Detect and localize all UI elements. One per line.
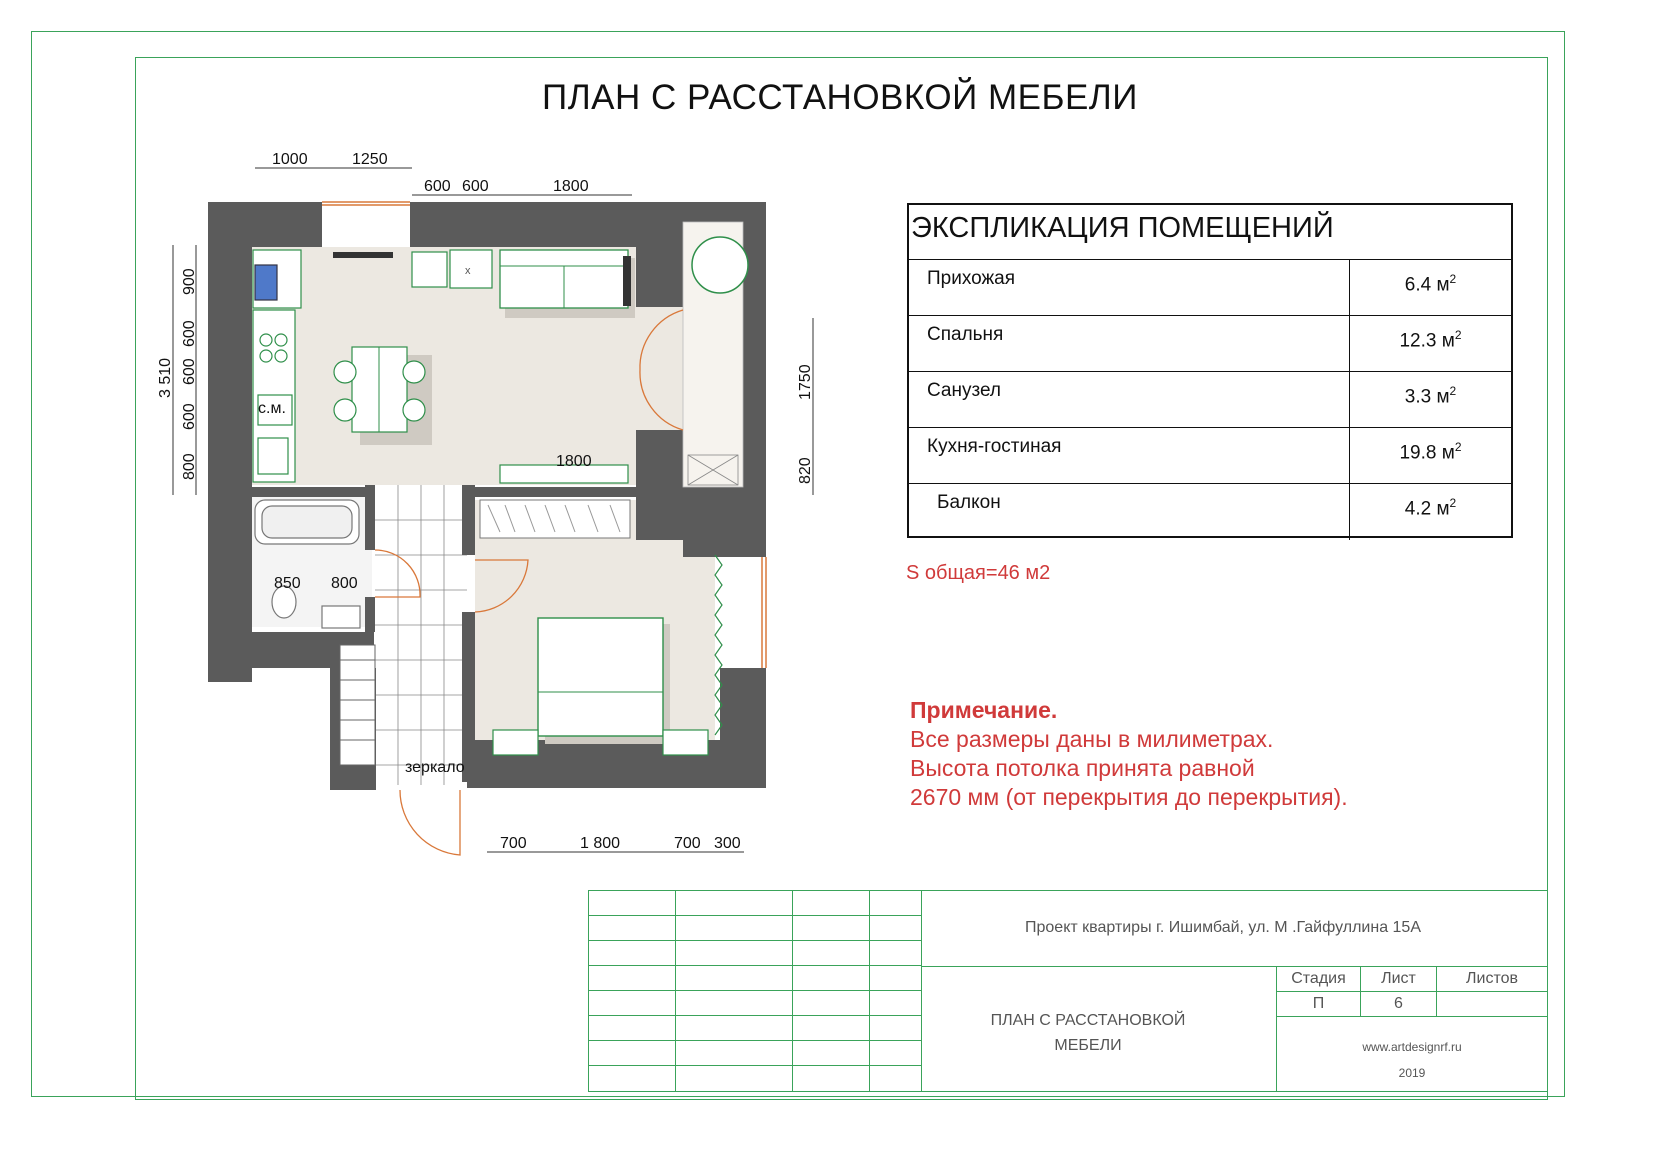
round-table xyxy=(692,237,748,293)
sheets-value-cell xyxy=(1436,991,1548,1017)
stamp-grid-cell xyxy=(588,890,676,916)
stamp-grid-cell xyxy=(869,1015,922,1041)
room-name: Санузел xyxy=(909,372,1350,427)
cabinet xyxy=(412,252,447,287)
stamp-grid-cell xyxy=(792,915,870,941)
sheet-title: ПЛАН С РАССТАНОВКОЙ МЕБЕЛИ xyxy=(990,1012,1186,1054)
nightstand-right xyxy=(663,730,708,755)
storage-box xyxy=(450,250,492,288)
floor-plan xyxy=(157,140,820,880)
table-row xyxy=(909,428,1511,484)
table-row xyxy=(909,316,1511,372)
dim-bath-1: 850 xyxy=(274,575,301,592)
stamp-grid-cell xyxy=(792,965,870,991)
dim-top-5: 1800 xyxy=(553,178,589,195)
dim-top-2: 1250 xyxy=(352,151,388,168)
entrance-door-arc xyxy=(400,790,460,855)
stamp-grid-cell xyxy=(675,1040,793,1066)
bedroom-wardrobe xyxy=(480,500,630,538)
year: 2019 xyxy=(1398,1066,1426,1080)
stamp-grid-cell xyxy=(588,915,676,941)
dim-tv-stand: 1800 xyxy=(556,453,592,470)
stage-label: Стадия xyxy=(1291,970,1346,987)
room-name: Кухня-гостиная xyxy=(909,428,1350,483)
table-row xyxy=(909,484,1511,540)
fridge-icon xyxy=(255,265,277,300)
washer-label: с.м. xyxy=(258,400,286,417)
dim-left-4: 600 xyxy=(181,403,198,430)
dim-bottom-4: 300 xyxy=(714,835,741,852)
stage-value: П xyxy=(1312,995,1325,1012)
project-name: Проект квартиры г. Ишимбай, ул. М .Гайфуллина 15А xyxy=(1025,919,1421,936)
dim-bottom-3: 700 xyxy=(674,835,701,852)
sheets-label: Листов xyxy=(1466,970,1518,987)
table-row xyxy=(909,372,1511,428)
dim-right-2: 820 xyxy=(797,457,814,484)
dim-top-1: 1000 xyxy=(272,151,308,168)
room-area: 12.3 $м^2$ xyxy=(1399,328,1462,352)
room-area: 3.3 $м^2$ xyxy=(1404,384,1457,408)
dim-bath-2: 800 xyxy=(331,575,358,592)
dim-bottom-2: 1 800 xyxy=(580,835,621,852)
dim-right-1: 1750 xyxy=(797,364,814,400)
stamp-grid-cell xyxy=(792,1040,870,1066)
stamp-grid-cell xyxy=(869,1040,922,1066)
stamp-grid-cell xyxy=(675,965,793,991)
radiator xyxy=(333,252,393,258)
stamp-grid-cell xyxy=(588,940,676,966)
sheet-label: Лист xyxy=(1381,970,1416,987)
table-row xyxy=(909,260,1511,316)
dim-top-4: 600 xyxy=(462,178,489,195)
website: www.artdesignrf.ru xyxy=(1362,1040,1462,1054)
title-block xyxy=(588,890,1548,1100)
explication-title: ЭКСПЛИКАЦИЯ ПОМЕЩЕНИЙ xyxy=(909,205,1511,260)
dim-top-3: 600 xyxy=(424,178,451,195)
dim-left-5: 800 xyxy=(181,453,198,480)
total-area: S общая=46 м2 xyxy=(906,562,1051,584)
sink-icon xyxy=(322,606,360,628)
sheet-value: 6 xyxy=(1394,995,1403,1012)
stamp-grid-cell xyxy=(675,1065,793,1092)
note-line: Высота потолка принята равной xyxy=(910,755,1255,781)
stamp-grid-cell xyxy=(869,965,922,991)
stamp-grid-cell xyxy=(869,990,922,1016)
dim-left-3: 600 xyxy=(181,358,198,385)
stamp-grid-cell xyxy=(675,940,793,966)
page-title: ПЛАН С РАССТАНОВКОЙ МЕБЕЛИ xyxy=(542,78,1138,117)
bed xyxy=(538,618,663,736)
stamp-grid-cell xyxy=(792,1015,870,1041)
dim-left-1: 900 xyxy=(181,268,198,295)
stamp-grid-cell xyxy=(792,940,870,966)
dim-left-2: 600 xyxy=(181,320,198,347)
room-name: Прихожая xyxy=(909,260,1350,315)
room-area: 6.4 $м^2$ xyxy=(1404,272,1457,296)
stamp-grid-cell xyxy=(869,940,922,966)
room-area: 19.8 $м^2$ xyxy=(1399,440,1462,464)
stamp-grid-cell xyxy=(869,890,922,916)
note-heading: Примечание. xyxy=(910,697,1058,723)
stamp-grid-cell xyxy=(675,890,793,916)
stamp-grid-cell xyxy=(588,990,676,1016)
stamp-grid-cell xyxy=(675,990,793,1016)
stamp-grid-cell xyxy=(588,1040,676,1066)
room-name: Спальня xyxy=(909,316,1350,371)
stamp-grid-cell xyxy=(675,1015,793,1041)
dim-bottom-1: 700 xyxy=(500,835,527,852)
explication-table xyxy=(907,203,1513,538)
note-line: 2670 мм (от перекрытия до перекрытия). xyxy=(910,784,1348,810)
room-name: Балкон xyxy=(909,484,1350,540)
stamp-grid-cell xyxy=(792,890,870,916)
stamp-grid-cell xyxy=(792,990,870,1016)
dim-left-total: 3 510 xyxy=(157,357,174,398)
stamp-grid-cell xyxy=(792,1065,870,1092)
stamp-grid-cell xyxy=(675,915,793,941)
stamp-grid-cell xyxy=(869,1065,922,1092)
note-line: Все размеры даны в милиметрах. xyxy=(910,726,1274,752)
hall-wardrobe xyxy=(340,645,375,765)
stamp-grid-cell xyxy=(588,1015,676,1041)
website-cell xyxy=(1276,1016,1548,1092)
stamp-grid-cell xyxy=(869,915,922,941)
stamp-grid-cell xyxy=(588,1065,676,1092)
stamp-grid-cell xyxy=(588,965,676,991)
svg-text:x: x xyxy=(465,265,471,277)
balcony xyxy=(683,222,748,487)
note xyxy=(910,696,1348,812)
nightstand-left xyxy=(493,730,538,755)
mirror-label: зеркало xyxy=(405,759,465,776)
room-area: 4.2 $м^2$ xyxy=(1404,496,1457,520)
